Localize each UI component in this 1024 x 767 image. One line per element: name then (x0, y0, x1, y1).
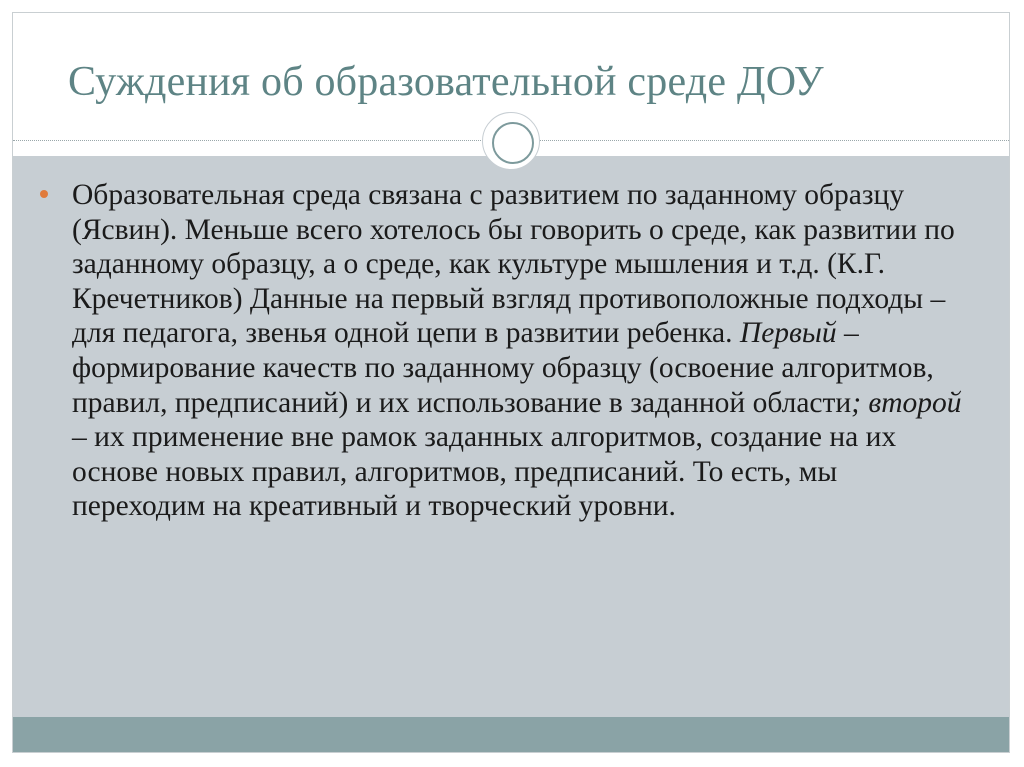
ornament-ring (492, 122, 534, 164)
emphasis-first: Первый (739, 317, 837, 350)
double-circle-icon (482, 112, 540, 170)
bullet-text (72, 178, 970, 524)
text-segment: – формирование качеств по заданному образцу (освоение алгоритмов, правил, предписаний) и их использование в заданной области (72, 317, 934, 419)
bullet-item (40, 178, 970, 524)
slide-title: Суждения об образовательной среде ДОУ (68, 59, 824, 105)
text-segment: Образовательная среда связана с развитием по заданному образцу (Ясвин). Меньше всего хотелось бы говорить о среде, как развитии по заданному образцу, а о среде, как культуре мышления и т.д. (К.Г. Кречетников) Данные на первый взгляд противоположные подходы – для педагога, звенья одной цепи в развитии ребенка. (72, 179, 955, 350)
text-segment: – их применение вне рамок заданных алгоритмов, создание на их основе новых правил, алгоритмов, предписаний. То есть, мы переходим на креативный и творческий уровни. (72, 421, 897, 523)
emphasis-second: ; второй (851, 386, 962, 419)
bullet-dot-icon (40, 190, 48, 198)
bullet-list (40, 178, 970, 524)
